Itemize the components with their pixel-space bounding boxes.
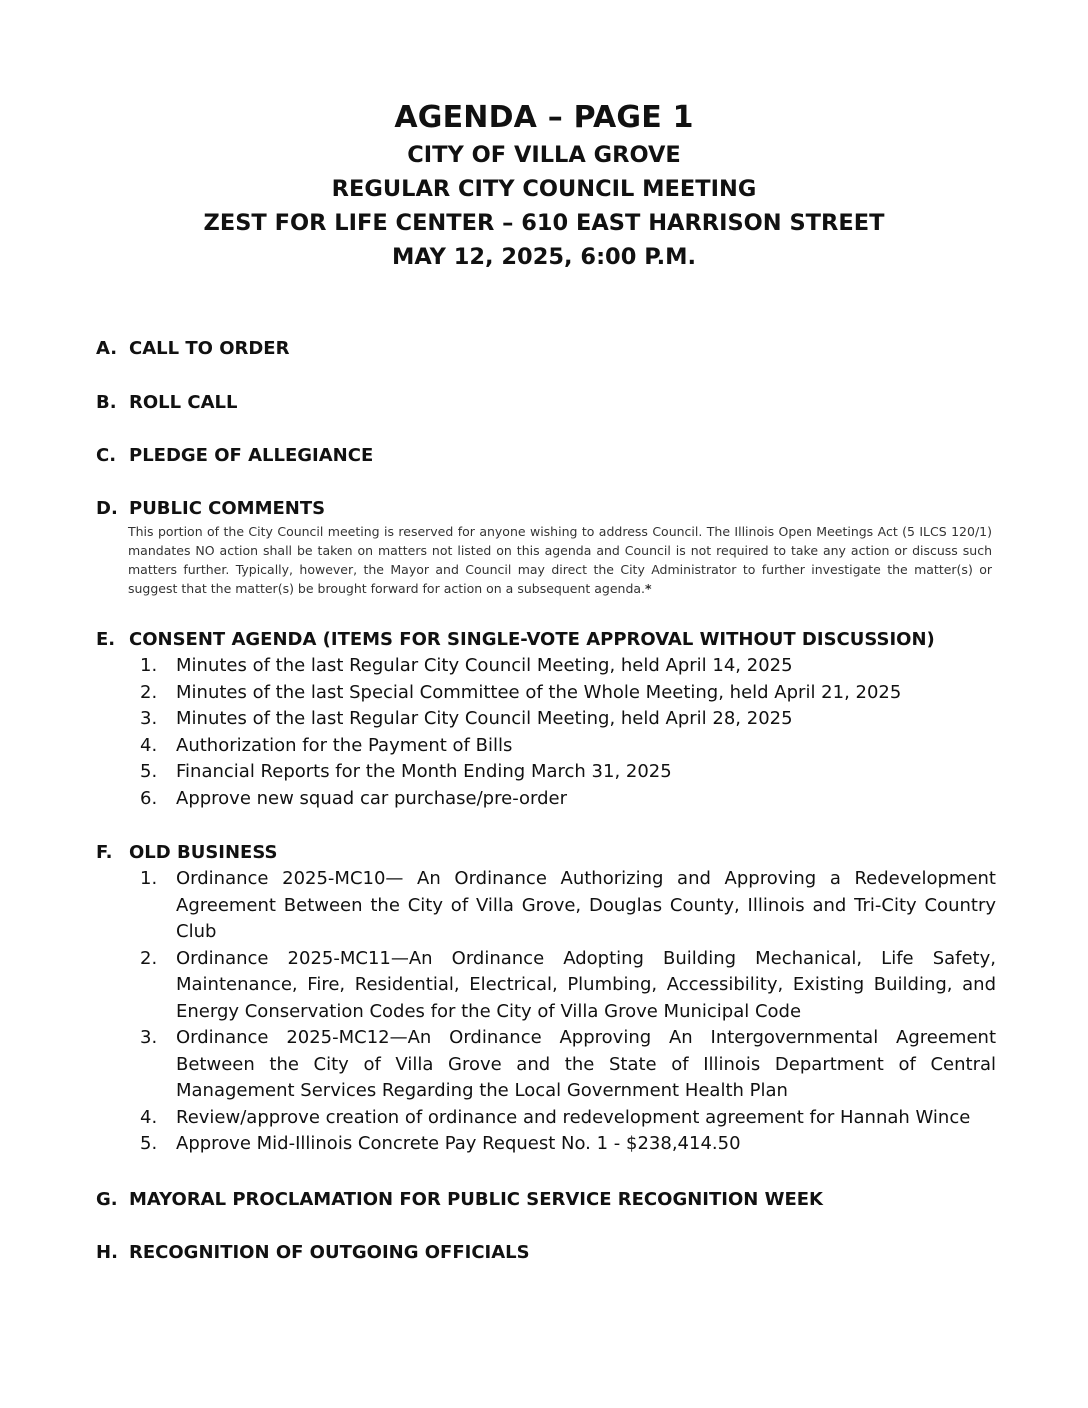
public-comments-note (128, 522, 992, 598)
item-text: Review/approve creation of ordinance and redevelopment agreement for Hannah Wince (176, 1106, 971, 1128)
public-comments-note-text: This portion of the City Council meeting is reserved for anyone wishing to address Council. The Illinois Open Meetings Act (5 ILCS 120/1) mandates NO action shall be taken on matters not listed on this agenda and Council is not required to take any action or discuss such matters further. Typically, however, the Mayor and Council may direct the City Administrator to further investigate the matter(s) or suggest that the matter(s) be brought forward for action on a subsequent agenda. (128, 524, 992, 596)
section-old-business (96, 841, 996, 1158)
section-mayoral-proclamation (96, 1188, 996, 1212)
page-title: AGENDA – PAGE 1 (394, 100, 694, 135)
item-number: 1. (140, 868, 158, 889)
item-text: Ordinance 2025-MC12—An Ordinance Approving An Intergovernmental Agreement Between the City of Villa Grove and the State of Illinois Department of Central Management Services Regarding the Local Government Health Plan (176, 1027, 996, 1101)
section-letter: F. (96, 842, 113, 863)
item-number: 2. (140, 681, 158, 703)
item-number: 1. (140, 655, 158, 676)
section-letter: B. (96, 392, 117, 413)
list-item (140, 1105, 996, 1132)
section-letter: E. (96, 629, 116, 650)
city-name: CITY OF VILLA GROVE (407, 142, 681, 168)
list-item (140, 680, 996, 707)
section-public-comments (96, 497, 996, 598)
section-letter: C. (96, 445, 117, 466)
item-text: Minutes of the last Regular City Council Meeting, held April 28, 2025 (176, 708, 793, 729)
item-number: 5. (140, 1133, 158, 1154)
list-item (140, 946, 996, 1026)
list-item (140, 706, 996, 733)
section-title: CONSENT AGENDA (ITEMS FOR SINGLE-VOTE APPROVAL WITHOUT DISCUSSION) (129, 629, 935, 650)
section-letter: G. (96, 1189, 118, 1210)
item-text: Minutes of the last Regular City Council Meeting, held April 14, 2025 (176, 655, 793, 676)
section-title: CALL TO ORDER (129, 338, 290, 359)
section-letter: H. (96, 1242, 118, 1263)
section-call-to-order (96, 337, 996, 361)
item-number: 2. (140, 947, 158, 969)
section-outgoing-officials (96, 1241, 996, 1265)
list-item (140, 759, 996, 786)
item-text: Financial Reports for the Month Ending March 31, 2025 (176, 761, 672, 782)
item-text: Approve Mid-Illinois Concrete Pay Request No. 1 - $238,414.50 (176, 1133, 741, 1154)
section-title: OLD BUSINESS (129, 842, 278, 863)
footnote-mark: * (645, 581, 652, 596)
item-text: Minutes of the last Special Committee of the Whole Meeting, held April 21, 2025 (176, 681, 902, 703)
section-title: RECOGNITION OF OUTGOING OFFICIALS (129, 1242, 530, 1263)
item-text: Approve new squad car purchase/pre-order (176, 787, 568, 809)
old-business-items-list (140, 866, 996, 1158)
section-title: PLEDGE OF ALLEGIANCE (129, 445, 374, 466)
section-letter: A. (96, 338, 118, 359)
list-item (140, 733, 996, 760)
item-number: 3. (140, 1027, 158, 1048)
item-text: Ordinance 2025-MC11—An Ordinance Adopting Building Mechanical, Life Safety, Maintenance, Fire, Residential, Electrical, Plumbing, Accessibility, Existing Building, and Energy Conservation Codes for the City of Villa Grove Municipal Code (176, 947, 996, 1022)
list-item (140, 786, 996, 813)
item-text: Ordinance 2025-MC10— An Ordinance Authorizing and Approving a Redevelopment Agreement Between the City of Villa Grove, Douglas County, Illinois and Tri-City Country Club (176, 868, 996, 942)
section-title: PUBLIC COMMENTS (129, 498, 326, 519)
section-letter: D. (96, 498, 118, 519)
section-title: ROLL CALL (129, 392, 238, 413)
consent-items-list (140, 653, 996, 812)
item-number: 4. (140, 1106, 158, 1128)
list-item (140, 866, 996, 946)
agenda-header (0, 98, 1088, 274)
list-item (140, 653, 996, 680)
section-consent-agenda (96, 628, 996, 812)
item-number: 4. (140, 734, 158, 756)
item-text: Authorization for the Payment of Bills (176, 734, 513, 756)
item-number: 6. (140, 787, 158, 809)
section-roll-call (96, 391, 996, 415)
item-number: 5. (140, 761, 158, 782)
meeting-datetime: MAY 12, 2025, 6:00 P.M. (391, 244, 697, 270)
item-number: 3. (140, 708, 158, 729)
meeting-name: REGULAR CITY COUNCIL MEETING (331, 176, 757, 202)
list-item (140, 1131, 996, 1158)
section-pledge (96, 444, 996, 468)
section-title: MAYORAL PROCLAMATION FOR PUBLIC SERVICE RECOGNITION WEEK (129, 1189, 823, 1210)
list-item (140, 1025, 996, 1105)
meeting-location: ZEST FOR LIFE CENTER – 610 EAST HARRISON STREET (203, 210, 885, 236)
